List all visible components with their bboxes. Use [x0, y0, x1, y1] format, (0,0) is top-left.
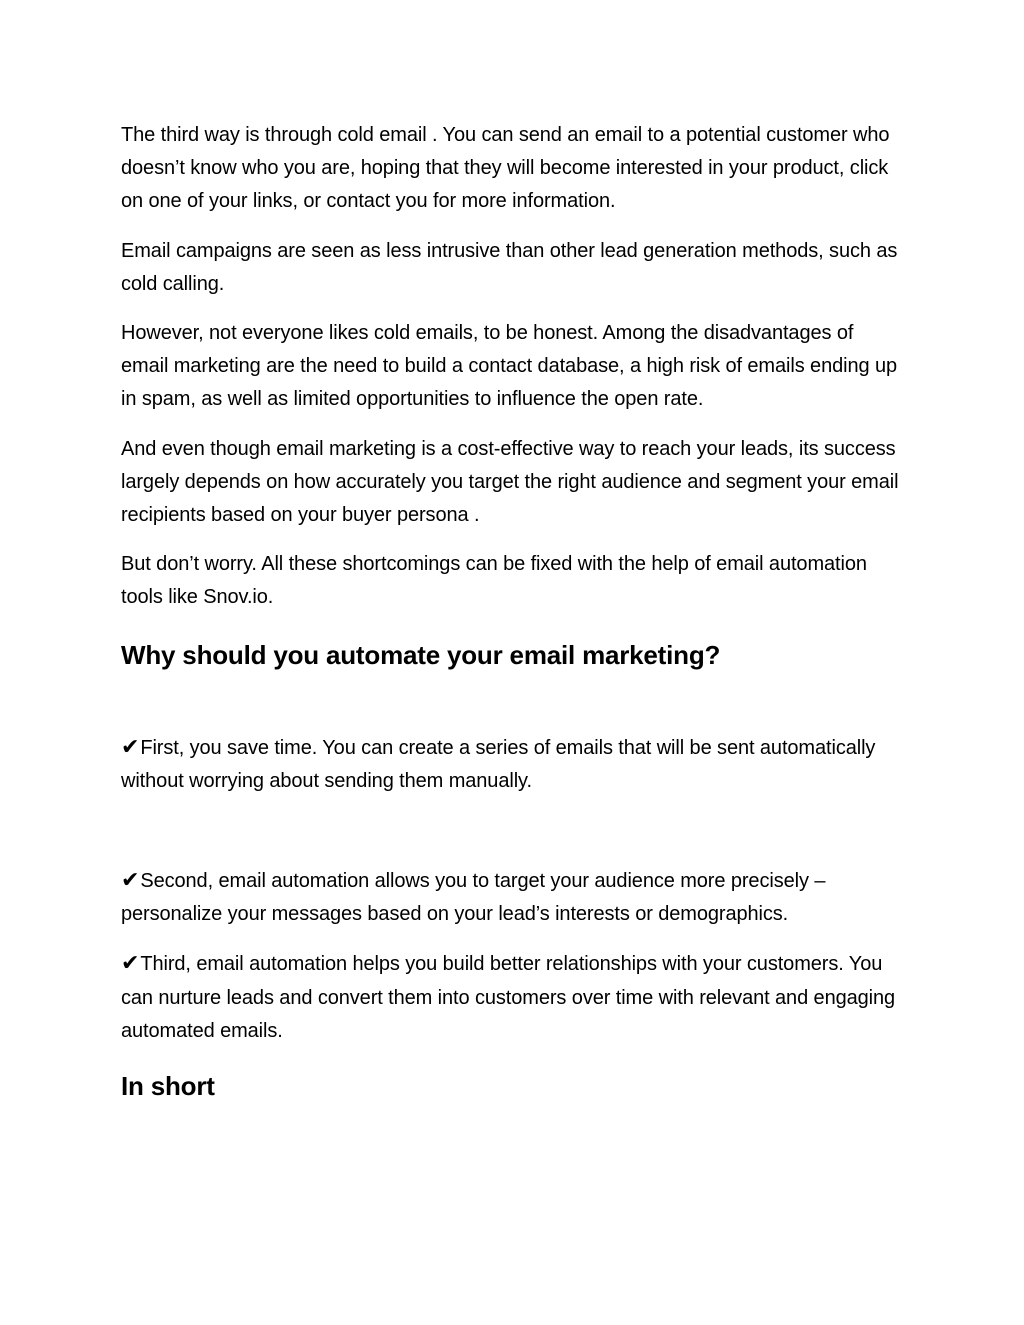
paragraph-cost-effective: And even though email marketing is a cost-effective way to reach your leads, its success largely depends on how accurately you target the right audience and segment your email recipients based on your buyer persona .: [121, 437, 899, 527]
heading-why-automate: Why should you automate your email marketing?: [121, 639, 721, 670]
paragraph-dont-worry: But don’t worry. All these shortcomings can be fixed with the help of email automation tools like Snov.io.: [121, 553, 867, 609]
benefit-item-save-time: [121, 731, 901, 798]
document-body: [121, 119, 901, 1104]
checkmark-icon: ✔: [121, 951, 140, 977]
paragraph-less-intrusive: Email campaigns are seen as less intrusive than other lead generation methods, such as cold calling.: [121, 239, 898, 295]
benefit-item-target-audience: [121, 864, 901, 931]
benefit-item-relationships: [121, 947, 901, 1048]
benefit-text: Third, email automation helps you build better relationships with your customers. You can nurture leads and convert them into customers over time with relevant and engaging automated emails.: [121, 953, 896, 1042]
checkmark-icon: ✔: [121, 734, 140, 760]
benefit-text: First, you save time. You can create a series of emails that will be sent automatically without worrying about sending them manually.: [121, 736, 876, 792]
paragraph-cold-email: The third way is through cold email . You can send an email to a potential customer who doesn’t know who you are, hoping that they will become interested in your product, click on one of your links, or contact you for more information.: [121, 124, 890, 213]
heading-in-short: In short: [121, 1071, 215, 1102]
paragraph-disadvantages: However, not everyone likes cold emails, to be honest. Among the disadvantages of email marketing are the need to build a contact database, a high risk of emails ending up in spam, as well as limited opportunities to influence the open rate.: [121, 322, 898, 411]
benefit-text: Second, email automation allows you to target your audience more precisely – personalize your messages based on your lead’s interests or demographics.: [121, 870, 826, 926]
checkmark-icon: ✔: [121, 868, 140, 894]
